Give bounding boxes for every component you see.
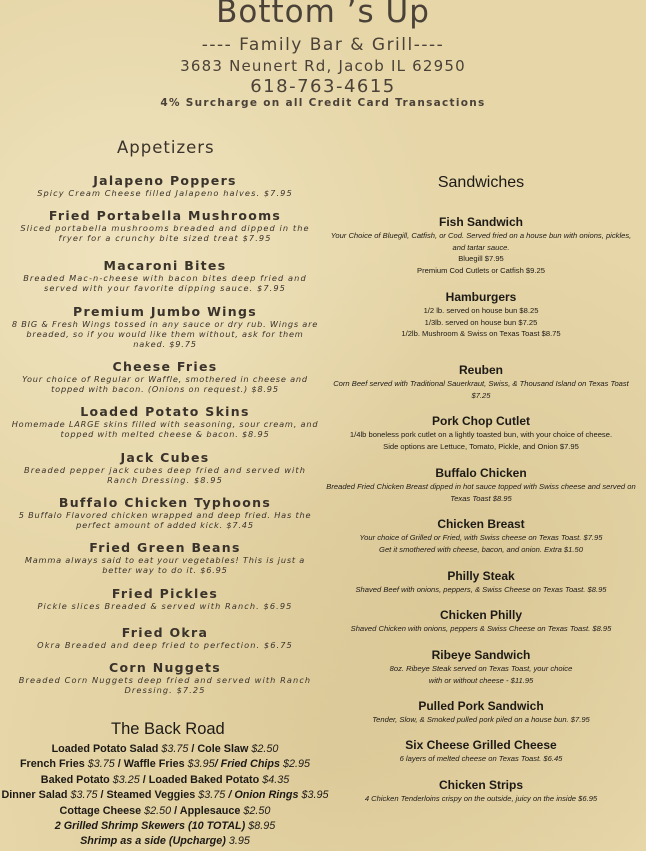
- appetizer-name: Cheese Fries: [112, 359, 218, 374]
- sandwich-name: Philly Steak: [447, 569, 515, 583]
- sandwich-description: Side options are Lettuce, Tomato, Pickle, and Onion $7.95: [383, 441, 579, 451]
- side-price: $8.95: [248, 820, 276, 833]
- sandwich-item: [326, 648, 636, 686]
- sandwich-price-line: Premium Cod Cutlets or Catfish $9.25: [417, 265, 545, 275]
- sandwich-description: 1/4lb boneless pork cutlet on a lightly toasted bun, with your choice of cheese.: [349, 430, 613, 439]
- appetizer-name: Macaroni Bites: [103, 258, 227, 273]
- appetizer-description: Homemade LARGE skins filled with seasoning, sour cream, and topped with melted cheese & bacon. $8.95: [11, 419, 319, 439]
- sandwich-description: Get it smothered with cheese, bacon, and onion. Extra $1.50: [379, 544, 583, 554]
- back-road-list: [0, 742, 330, 850]
- appetizers-heading: Appetizers: [117, 138, 215, 157]
- appetizer-name: Fried Okra: [121, 625, 209, 640]
- sandwich-name: Pork Chop Cutlet: [432, 414, 530, 428]
- sandwich-name: Pulled Pork Sandwich: [418, 699, 544, 713]
- appetizer-item: [5, 404, 325, 439]
- appetizer-description: Spicy Cream Cheese filled Jalapeno halves. $7.95: [37, 188, 293, 198]
- sandwich-name: Reuben: [458, 363, 503, 377]
- back-road-line: [0, 742, 330, 757]
- side-item: / Waffle Fries: [114, 758, 188, 771]
- sandwich-description: with or without cheese - $11.95: [428, 675, 534, 685]
- appetizer-item: [5, 258, 325, 293]
- side-price: $3.75: [70, 789, 98, 802]
- back-road-line: [0, 819, 330, 834]
- sandwich-name: Chicken Breast: [437, 517, 525, 531]
- side-item: / Cole Slaw: [188, 743, 252, 755]
- sandwich-name: Buffalo Chicken: [435, 466, 527, 480]
- appetizer-description: 5 Buffalo Flavored chicken wrapped and deep fried. Has the perfect amount of added kick. $7.45: [18, 510, 312, 530]
- back-road-line: [0, 834, 330, 849]
- appetizer-item: [5, 495, 325, 530]
- sandwiches-heading: Sandwiches: [437, 174, 525, 191]
- sandwich-name: Chicken Strips: [438, 778, 524, 792]
- side-item: Baked Potato: [40, 773, 113, 786]
- restaurant-address: 3683 Neunert Rd, Jacob IL 62950: [180, 57, 466, 75]
- sandwich-item: [326, 517, 636, 555]
- side-item: / Applesauce: [171, 804, 244, 817]
- sandwich-description: Tender, Slow, & Smoked pulled pork piled on a house bun. $7.95: [372, 715, 590, 724]
- appetizer-name: Jalapeno Poppers: [93, 173, 237, 188]
- surcharge-notice: 4% Surcharge on all Credit Card Transactions: [160, 97, 486, 109]
- appetizer-description: Breaded pepper jack cubes deep fried and served with Ranch Dressing. $8.95: [24, 465, 306, 485]
- sandwich-item: [326, 290, 636, 340]
- side-item: / Onion Rings: [225, 789, 302, 802]
- appetizer-item: [5, 173, 325, 198]
- side-price: $4.35: [262, 773, 290, 786]
- appetizer-description: Sliced portabella mushrooms breaded and dipped in the fryer for a crunchy bite sized treat $7.95: [20, 223, 310, 243]
- appetizer-description: Mamma always said to eat your vegetables! This is just a better way to do it. $6.95: [24, 555, 306, 575]
- side-price: $2.95: [283, 758, 311, 771]
- appetizer-description: 8 BIG & Fresh Wings tossed in any sauce or dry rub. Wings are breaded, so if you would like them without, ask for them naked. $9.75: [11, 319, 319, 349]
- sandwich-description: Your choice of Grilled or Fried, with Swiss cheese on Texas Toast. $7.95: [359, 533, 603, 542]
- side-price: $3.75: [161, 743, 189, 755]
- sandwich-name: Ribeye Sandwich: [431, 648, 531, 662]
- side-item: / Steamed Veggies: [97, 789, 199, 802]
- sandwich-item: [326, 608, 636, 635]
- side-item: / Fried Chips: [214, 758, 284, 771]
- sandwich-item: [326, 699, 636, 726]
- sandwich-description: Corn Beef served with Traditional Sauerkraut, Swiss, & Thousand Island on Texas Toast $7.25: [333, 379, 629, 400]
- appetizer-name: Buffalo Chicken Typhoons: [58, 495, 272, 510]
- appetizer-item: [5, 304, 325, 349]
- side-price: $2.50: [251, 743, 279, 755]
- sandwich-item: [326, 414, 636, 452]
- sandwich-name: Hamburgers: [445, 290, 517, 304]
- back-road-heading: The Back Road: [111, 720, 225, 738]
- appetizer-item: [5, 450, 325, 485]
- sandwich-description: Your Choice of Bluegill, Catfish, or Cod. Served fried on a house bun with onions, pickles, and tartar sauce.: [330, 231, 632, 252]
- appetizer-name: Fried Green Beans: [89, 540, 241, 555]
- side-item: / Loaded Baked Potato: [139, 773, 263, 786]
- side-item: French Fries: [19, 758, 88, 771]
- appetizer-item: [5, 660, 325, 695]
- side-item: Dinner Salad: [1, 789, 71, 802]
- sandwich-name: Six Cheese Grilled Cheese: [405, 738, 557, 752]
- side-price: $3.25: [112, 773, 140, 786]
- appetizer-name: Fried Portabella Mushrooms: [48, 208, 282, 223]
- appetizer-description: Your choice of Regular or Waffle, smothered in cheese and topped with bacon. (Onions on request.) $8.95: [22, 374, 308, 394]
- side-price: $3.95: [301, 789, 329, 802]
- sandwich-description: 6 layers of melted cheese on Texas Toast. $6.45: [399, 754, 563, 763]
- side-price: $2.50: [243, 804, 271, 817]
- appetizer-item: [5, 359, 325, 394]
- side-price: $2.50: [144, 804, 172, 817]
- back-road-line: [0, 773, 330, 788]
- side-price: $3.75: [87, 758, 115, 771]
- side-price: 3.95: [228, 835, 250, 848]
- side-item: 2 Grilled Shrimp Skewers (10 TOTAL): [54, 820, 249, 833]
- appetizer-name: Fried Pickles: [111, 586, 219, 601]
- appetizer-description: Breaded Mac-n-cheese with bacon bites deep fried and served with your favorite dipping sauce. $7.95: [23, 273, 307, 293]
- back-road-line: [0, 804, 330, 819]
- appetizer-name: Jack Cubes: [120, 450, 210, 465]
- side-price: $3.75: [198, 789, 226, 802]
- sandwich-item: [326, 778, 636, 805]
- restaurant-subtitle: ---- Family Bar & Grill----: [201, 35, 445, 55]
- side-item: Cottage Cheese: [59, 804, 145, 817]
- sandwich-item: [326, 569, 636, 596]
- appetizer-item: [5, 208, 325, 243]
- sandwich-item: [326, 738, 636, 765]
- appetizer-item: [5, 540, 325, 575]
- appetizer-description: Breaded Corn Nuggets deep fried and served with Ranch Dressing. $7.25: [18, 675, 312, 695]
- appetizer-name: Corn Nuggets: [109, 660, 221, 675]
- appetizer-description: Pickle slices Breaded & served with Ranch. $6.95: [37, 601, 293, 611]
- restaurant-phone: 618-763-4615: [250, 76, 396, 97]
- appetizer-item: [5, 586, 325, 611]
- sandwich-description: Breaded Fried Chicken Breast dipped in hot sauce topped with Swiss cheese and served on Texas Toast $8.95: [326, 482, 636, 503]
- appetizer-name: Premium Jumbo Wings: [73, 304, 257, 319]
- side-item: Loaded Potato Salad: [51, 743, 162, 755]
- appetizer-item: [5, 625, 325, 650]
- sandwich-name: Chicken Philly: [439, 608, 523, 622]
- sandwich-price-line: 1/3lb. served on house bun $7.25: [424, 317, 538, 327]
- side-item: Shrimp as a side (Upcharge): [80, 835, 229, 848]
- back-road-line: [0, 757, 330, 772]
- sandwich-price-line: Bluegill $7.95: [458, 254, 504, 263]
- sandwich-item: [326, 215, 636, 276]
- sandwich-price-line: 1/2 lb. served on house bun $8.25: [423, 306, 539, 315]
- sandwich-item: [326, 363, 636, 401]
- sandwich-price-line: 1/2lb. Mushroom & Swiss on Texas Toast $8.75: [401, 329, 561, 338]
- appetizer-description: Okra Breaded and deep fried to perfection. $6.75: [37, 640, 293, 650]
- appetizer-name: Loaded Potato Skins: [80, 404, 250, 419]
- side-price: $3.95: [187, 758, 215, 771]
- sandwich-description: Shaved Beef with onions, peppers, & Swiss Cheese on Texas Toast. $8.95: [355, 585, 607, 594]
- sandwich-description: 8oz. Ribeye Steak served on Texas Toast, your choice: [389, 664, 573, 673]
- back-road-line: [0, 788, 330, 803]
- restaurant-name: Bottom ’s Up: [216, 0, 430, 30]
- sandwich-item: [326, 466, 636, 504]
- sandwich-description: 4 Chicken Tenderloins crispy on the outside, juicy on the inside $6.95: [364, 794, 598, 803]
- sandwich-description: Shaved Chicken with onions, peppers & Swiss Cheese on Texas Toast. $8.95: [350, 624, 612, 633]
- sandwich-name: Fish Sandwich: [438, 215, 523, 229]
